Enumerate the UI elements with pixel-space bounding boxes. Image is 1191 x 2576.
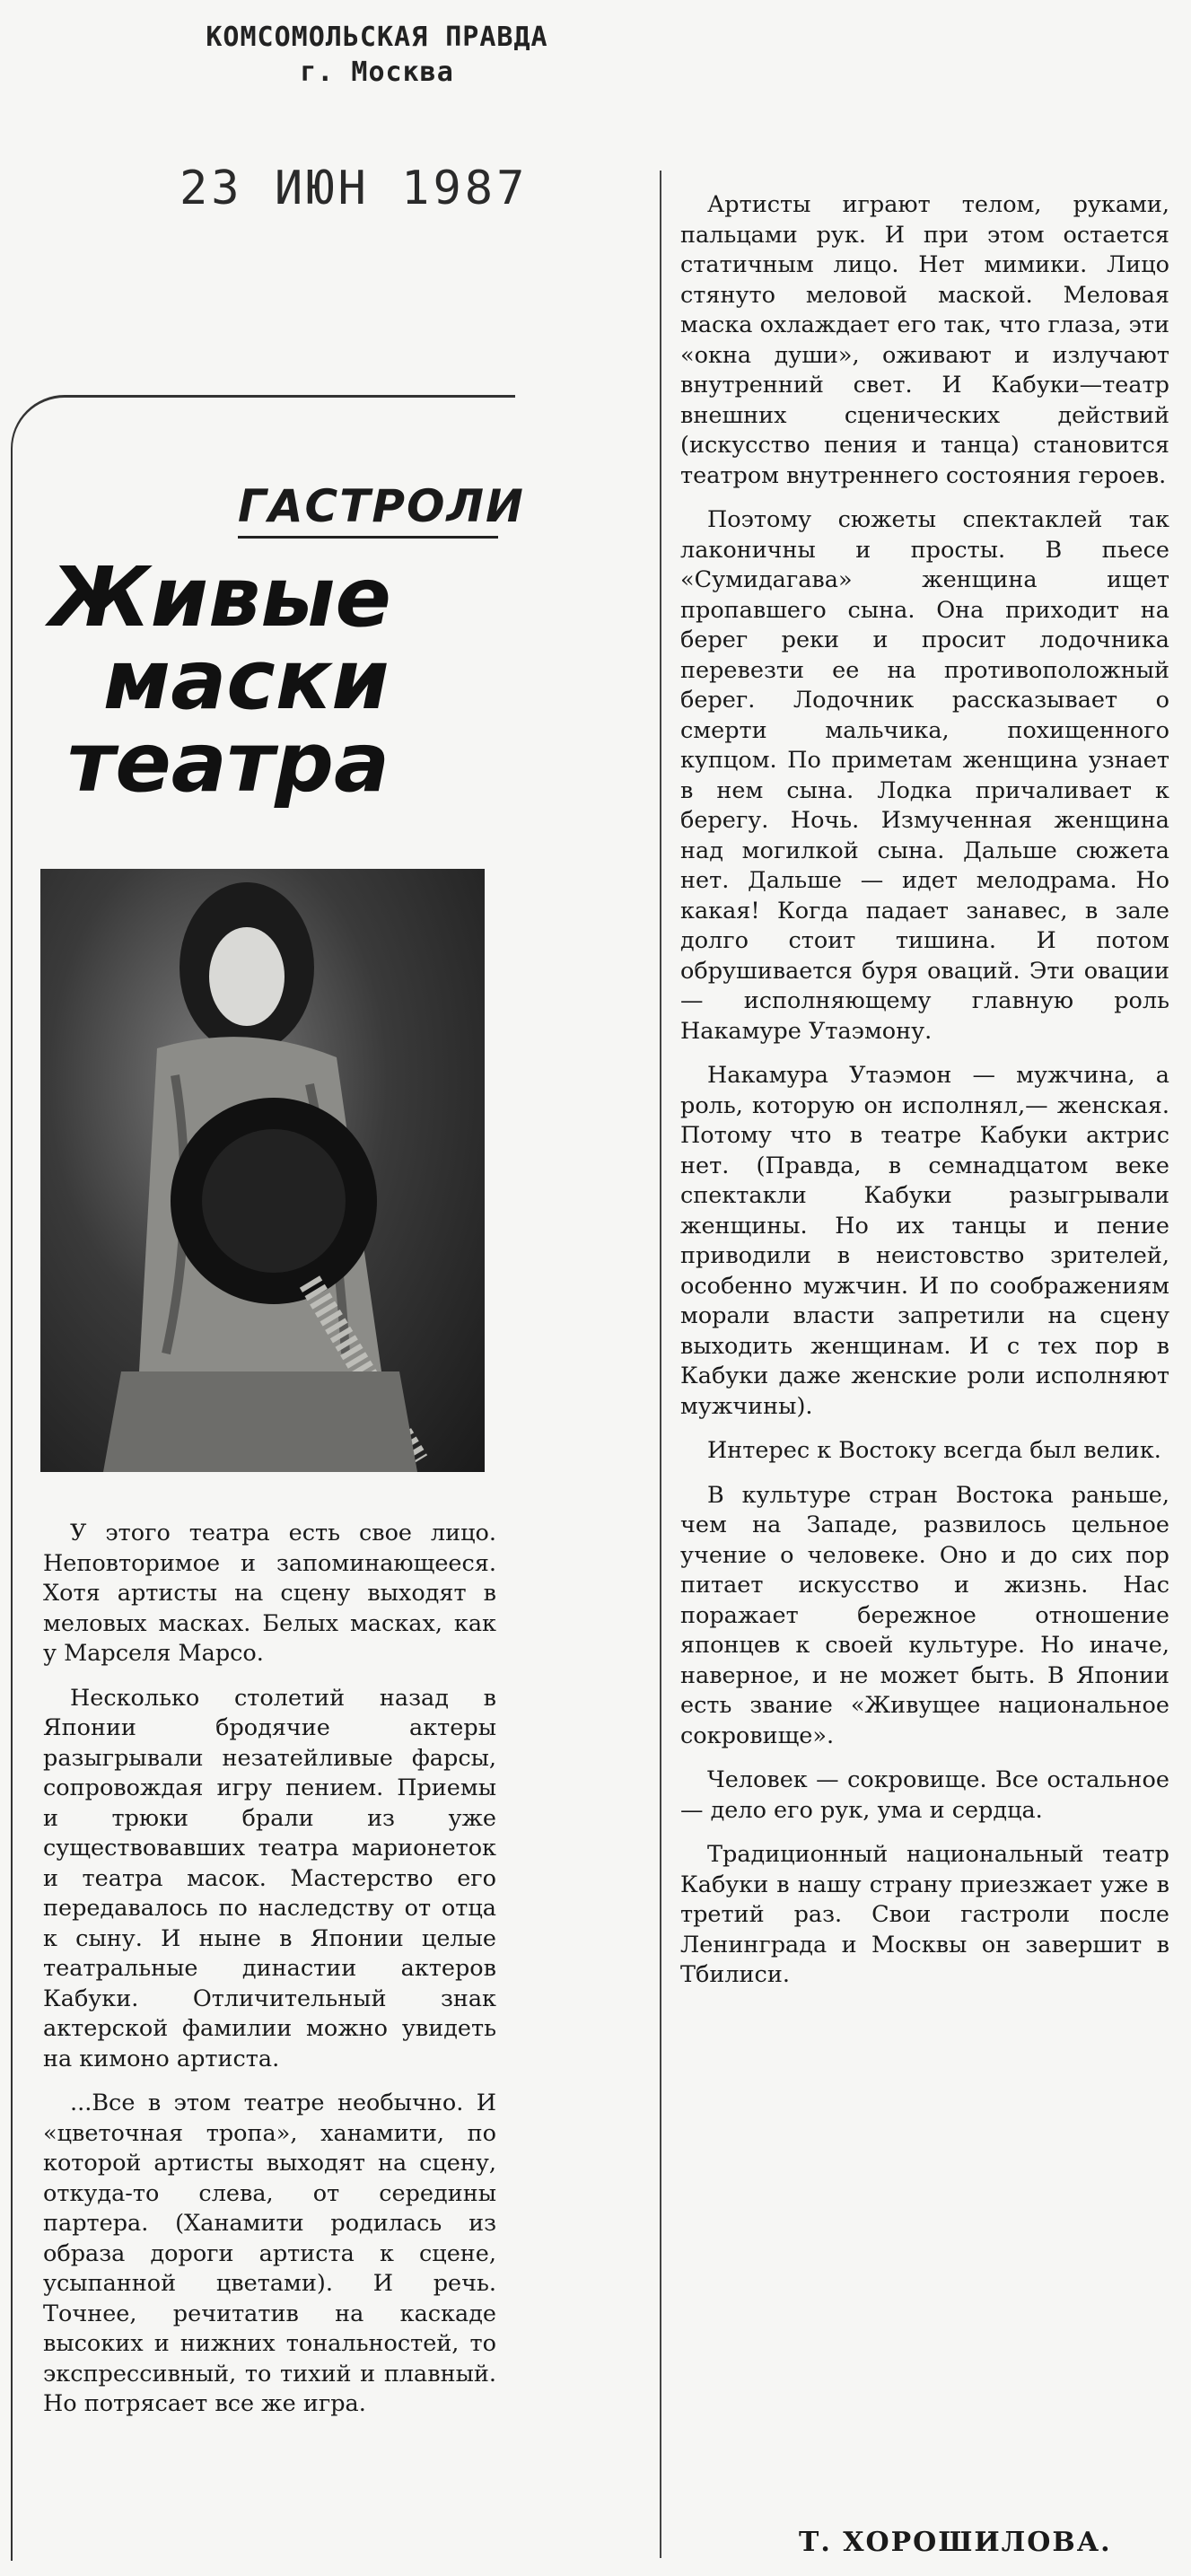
right-paragraph-3: Накамура Утаэмон — мужчина, а роль, которую он исполнял,— женская. Потому что в театре Кабуки актрис нет. (Правда, в семнадцатом веке спектакли Кабуки разыгрывали женщины. Но их танцы и пение приводили в неистовство зрителей, особенно мужчин. И по соображениям морали власти запретили на сцену выходить женщинам. И с тех пор в Кабуки даже женские роли исполняют мужчины). [680,1062,1169,1420]
photo-illustration [40,869,485,1472]
date-stamp: 23 ИЮН 1987 [180,162,529,215]
headline-line-3: театра [67,714,390,810]
right-paragraph-7: Традиционный национальный театр Кабуки в нашу страну приезжает уже в третий раз. Свои гастроли после Ленинграда и Москвы он завершит в Тбилиси. [680,1841,1169,1988]
rubric-label: ГАСТРОЛИ [238,480,498,539]
newspaper-stamp [166,20,588,90]
left-article-text [43,1519,496,2434]
stamp-city: г. Москва [300,57,454,88]
right-article-text [680,190,1169,2005]
right-paragraph-4: Интерес к Востоку всегда был велик. [707,1437,1161,1464]
kabuki-actor-photo [40,869,485,1472]
right-paragraph-2: Поэтому сюжеты спектаклей так лаконичны и просты. В пьесе «Сумидагава» женщина ищет пропавшего сына. Она приходит на берег реки и просит лодочника перевезти ее на противоположный берег. Лодочник рассказывает о смерти мальчика, похищенного купцом. По приметам женщина узнает в нем сына. Лодка причаливает к берегу. Ночь. Измученная женщина над могилкой сына. Дальше сюжета нет. Дальше — идет мелодрама. Но какая! Когда падает занавес, в зале долго стоит тишина. И потом обрушивается буря оваций. Эти овации — исполняющему главную роль Накамуре Утаэмону. [680,506,1169,1045]
left-paragraph-1: У этого театра есть свое лицо. Неповторимое и запоминающееся. Хотя артисты на сцену выходят в меловых масках. Белых масках, как у Марселя Марсо. [43,1520,496,1667]
headline-line-2: маски [103,632,390,728]
article-headline [49,549,498,810]
left-paragraph-3: ...Все в этом театре необычно. И «цветочная тропа», ханамити, по которой артисты выходят на сцену, откуда-то слева, от середины партера. (Ханамити родилась из образа дороги артиста к сцене, усыпанной цветами). И речь. Точнее, речитатив на каскаде высоких и нижних тональностей, то экспрессивный, то тихий и плавный. Но потрясает все же игра. [43,2090,496,2417]
left-paragraph-2: Несколько столетий назад в Японии бродячие актеры разыгрывали незатейливые фарсы, сопровождая игру пением. Приемы и трюки брали из уже существовавших театра марионеток и театра масок. Мастерство его передавалось по наследству от отца к сыну. И ныне в Японии целые театральные династии актеров Кабуки. Отличительный знак актерской фамилии можно увидеть на кимоно артиста. [43,1684,496,2072]
author-signature: Т. ХОРОШИЛОВА. [799,2527,1112,2558]
right-paragraph-6: Человек — сокровище. Все остальное — дело его рук, ума и сердца. [680,1766,1169,1824]
right-paragraph-1: Артисты играют телом, руками, пальцами рук. И при этом остается статичным лицо. Нет мимики. Лицо стянуто меловой маской. Меловая маска охлаждает его так, что глаза, эти «окна души», оживают и излучают внутренний свет. И Кабуки—театр внешних сценических действий (искусство пения и танца) становится театром внутреннего состояния героев. [680,191,1169,489]
stamp-newspaper-name: КОМСОМОЛЬСКАЯ ПРАВДА [206,22,548,53]
right-paragraph-5: В культуре стран Востока раньше, чем на Западе, развилось цельное учение о человеке. Оно и до сих пор питает искусство и жизнь. Нас поражает бережное отношение японцев к своей культуре. Но иначе, наверное, и не может быть. В Японии есть звание «Живущее национальное сокровище». [680,1481,1169,1749]
headline-line-1: Живые [49,549,391,645]
